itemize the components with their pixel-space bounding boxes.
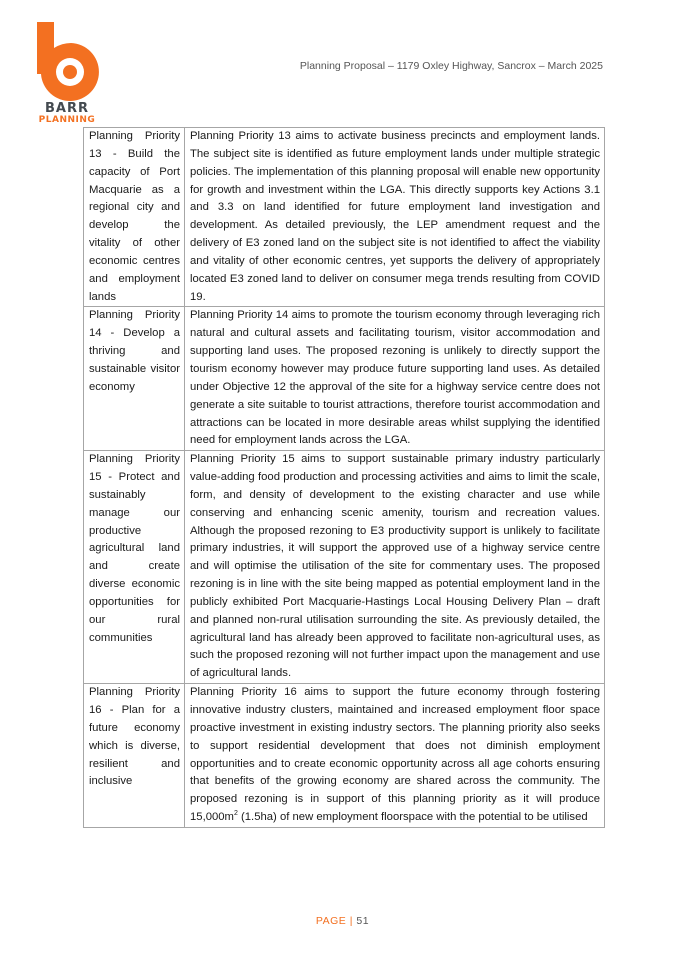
response-cell: [185, 684, 605, 828]
response-text: (1.5ha) of new employment floorspace with the potential to be utilised: [237, 811, 588, 824]
response-cell: Planning Priority 13 aims to activate business precincts and employment lands. The subject site is identified as future employment lands under multiple strategic policies. The implementation of this planning proposal will enable new opportunity for growth and investment within the LGA. This directly supports key Actions 3.1 and 3.3 on land identified for future employment land investigation and development. As detailed previously, the LEP amendment request and the delivery of E3 zoned land on the subject site is not identified to affect the viability and vitality of other economic centres, yet supports the delivery of appropriately located E3 zoned land to deliver on consumer mega trends resulting from COVID 19.: [185, 128, 605, 307]
table-row: [84, 128, 605, 307]
superscript: 2: [233, 810, 238, 818]
table-row: [84, 451, 605, 684]
document-header-title: Planning Proposal – 1179 Oxley Highway, Sancrox – March 2025: [299, 60, 603, 72]
priority-cell: Planning Priority 15 - Protect and sustainably manage our productive agricultural land and create diverse economic opportunities for our rural communities: [84, 451, 185, 684]
table-row: [84, 684, 605, 828]
table-row: [84, 307, 605, 451]
page-separator: |: [349, 915, 353, 927]
response-text: Planning Priority 16 aims to support the future economy through fostering innovative industry clusters, maintained and increased employment floor space proactive investment in existing industry sectors. The planning priority also seeks to support residential development that does not diminish employment opportunities and to create economic opportunity across all age cohorts ensuring that benefits of the growing economy are shared across the community. The proposed rezoning is in support of this planning priority as it will produce 15,000m: [190, 686, 600, 824]
priority-cell: Planning Priority 14 - Develop a thriving and sustainable visitor economy: [84, 307, 185, 451]
brand-name: BARR: [45, 101, 89, 116]
page-label: PAGE: [315, 915, 347, 927]
page-number: [0, 915, 685, 927]
brand-subname: PLANNING: [38, 115, 96, 125]
barr-b-logo-icon: [33, 22, 103, 102]
priority-cell: Planning Priority 16 - Plan for a future economy which is diverse, resilient and inclusive: [84, 684, 185, 828]
planning-priorities-table: [83, 127, 605, 828]
priority-cell: Planning Priority 13 - Build the capacity of Port Macquarie as a regional city and develop the vitality of other economic centres and employment lands: [84, 128, 185, 307]
page-number-value: 51: [356, 915, 370, 927]
response-cell: Planning Priority 14 aims to promote the tourism economy through leveraging rich natural and cultural assets and facilitating tourism, visitor accommodation and supporting land uses. The proposed rezoning is unlikely to directly support the tourism economy however may produce future supporting land uses. As detailed under Objective 12 the approval of the site for a highway service centre does not generate a site suitable to tourist attractions, therefore tourist accommodation and attractions can be located in more desirable areas whilst supplying the identified need for employment lands across the LGA.: [185, 307, 605, 451]
response-cell: Planning Priority 15 aims to support sustainable primary industry particularly value-adding food production and processing activities and aims to limit the scale, form, and density of development to the existing character and use while conserving and enhancing scenic amenity, tourism and recreation values. Although the proposed rezoning to E3 productivity support is unlikely to facilitate primary industries, it will support the approved use of a highway service centre and will optimise the utilisation of the site for commentary uses. The proposed rezoning is in line with the site being mapped as potential employment land in the publicly exhibited Port Macquarie-Hastings Local Housing Delivery Plan – draft and planned non-rural utilisation surrounding the site. As previously detailed, the agricultural land has already been approved to facilitate non-agricultural uses, as such the proposed rezoning will not further impact upon the management and use of agricultural lands.: [185, 451, 605, 684]
